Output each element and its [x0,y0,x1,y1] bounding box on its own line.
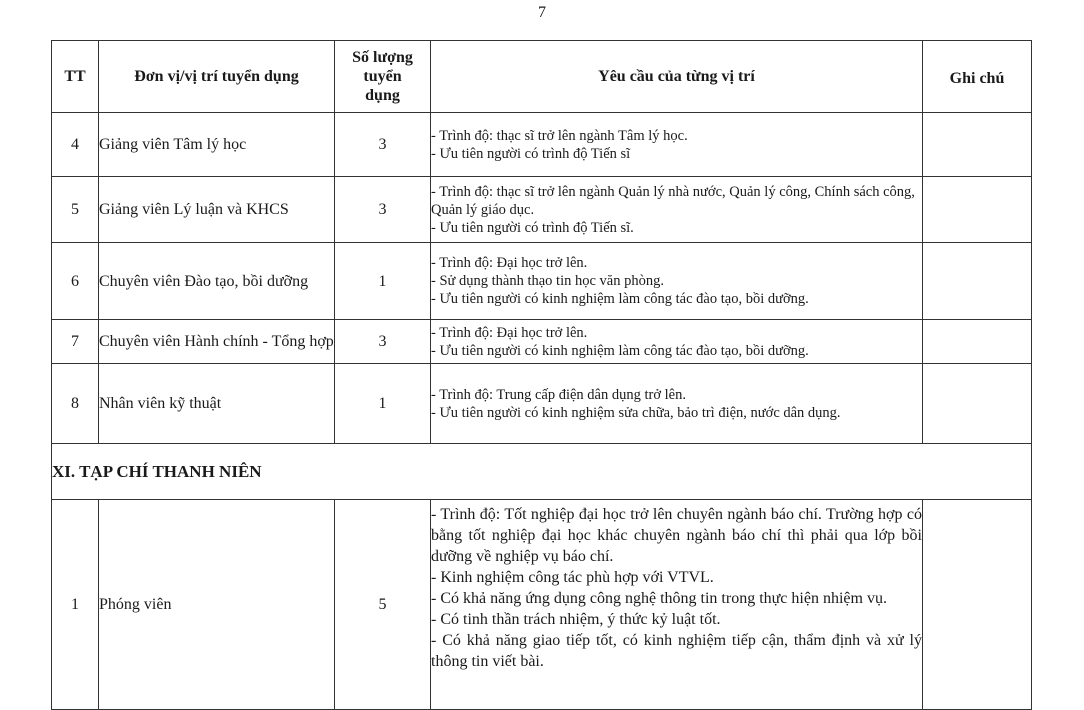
row-tt: 5 [52,177,99,243]
row-quantity: 3 [335,320,431,364]
table-row [52,113,1032,177]
requirement-line: - Sử dụng thành thạo tin học văn phòng. [431,273,664,289]
page-number: 7 [538,4,546,21]
row-tt: 8 [52,364,99,444]
requirement-line: - Ưu tiên người có trình độ Tiến sĩ [431,145,631,162]
table-header-row [52,41,1032,113]
header-quantity-line: Số lượng [352,49,413,66]
requirement-line: - Trình độ: Tốt nghiệp đại học trở lên chuyên ngành báo chí. Trường hợp có bằng tốt nghiệp đại học khác chuyên ngành báo chí thì phải qua lớp bồi dưỡng về nghiệp vụ báo chí. [431,506,922,565]
requirement-line: - Trình độ: thạc sĩ trở lên ngành Quản lý nhà nước, Quản lý công, Chính sách công, Quản lý giáo dục. [431,183,915,218]
header-requirements: Yêu cầu của từng vị trí [431,41,923,113]
row-unit: Phóng viên [99,500,335,710]
row-tt: 1 [52,500,99,710]
requirement-line: - Kinh nghiệm công tác phù hợp với VTVL. [431,569,714,586]
table-row [52,177,1032,243]
row-unit: Nhân viên kỹ thuật [99,364,335,444]
row-note [923,320,1032,364]
row-note [923,243,1032,320]
header-note: Ghi chú [923,41,1032,113]
table-row [52,243,1032,320]
row-quantity: 1 [335,364,431,444]
row-tt: 4 [52,113,99,177]
section-title: XI. TẠP CHÍ THANH NIÊN [52,444,1032,500]
requirement-line: - Có khả năng ứng dụng công nghệ thông tin trong thực hiện nhiệm vụ. [431,590,887,607]
table-row [52,500,1032,710]
table-row [52,364,1032,444]
row-quantity: 5 [335,500,431,710]
row-note [923,177,1032,243]
requirement-line: - Trình độ: thạc sĩ trở lên ngành Tâm lý học. [431,127,688,144]
requirement-line: - Trình độ: Trung cấp điện dân dụng trở lên. [431,386,686,403]
section-row [52,444,1032,500]
row-requirements [431,177,923,243]
requirement-line: - Ưu tiên người có kinh nghiệm sửa chữa, bảo trì điện, nước dân dụng. [431,404,841,421]
header-quantity [335,41,431,113]
row-quantity: 3 [335,113,431,177]
row-note [923,113,1032,177]
table-row [52,320,1032,364]
row-note [923,364,1032,444]
requirement-line: - Có khả năng giao tiếp tốt, có kinh nghiệm tiếp cận, thẩm định và xử lý thông tin viết bài. [431,632,922,670]
row-requirements [431,500,923,710]
header-unit: Đơn vị/vị trí tuyển dụng [99,41,335,113]
row-quantity: 1 [335,243,431,320]
row-unit: Giảng viên Lý luận và KHCS [99,177,335,243]
row-unit: Chuyên viên Hành chính - Tổng hợp [99,320,335,364]
requirement-line: - Ưu tiên người có kinh nghiệm làm công tác đào tạo, bồi dưỡng. [431,291,809,307]
requirement-line: - Ưu tiên người có kinh nghiệm làm công tác đào tạo, bồi dưỡng. [431,342,809,359]
requirement-line: - Có tinh thần trách nhiệm, ý thức kỷ luật tốt. [431,611,721,628]
header-quantity-line: dụng [365,87,400,104]
requirement-line: - Trình độ: Đại học trở lên. [431,324,588,341]
row-requirements [431,320,923,364]
row-tt: 7 [52,320,99,364]
requirement-line: - Trình độ: Đại học trở lên. [431,255,588,271]
row-unit: Giảng viên Tâm lý học [99,113,335,177]
row-requirements [431,113,923,177]
row-unit: Chuyên viên Đào tạo, bồi dưỡng [99,243,335,320]
row-requirements [431,364,923,444]
requirement-line: - Ưu tiên người có trình độ Tiến sĩ. [431,219,634,236]
recruitment-table [51,40,1032,710]
row-requirements [431,243,923,320]
row-note [923,500,1032,710]
row-quantity: 3 [335,177,431,243]
row-tt: 6 [52,243,99,320]
header-tt: TT [52,41,99,113]
header-quantity-line: tuyển [363,68,402,85]
